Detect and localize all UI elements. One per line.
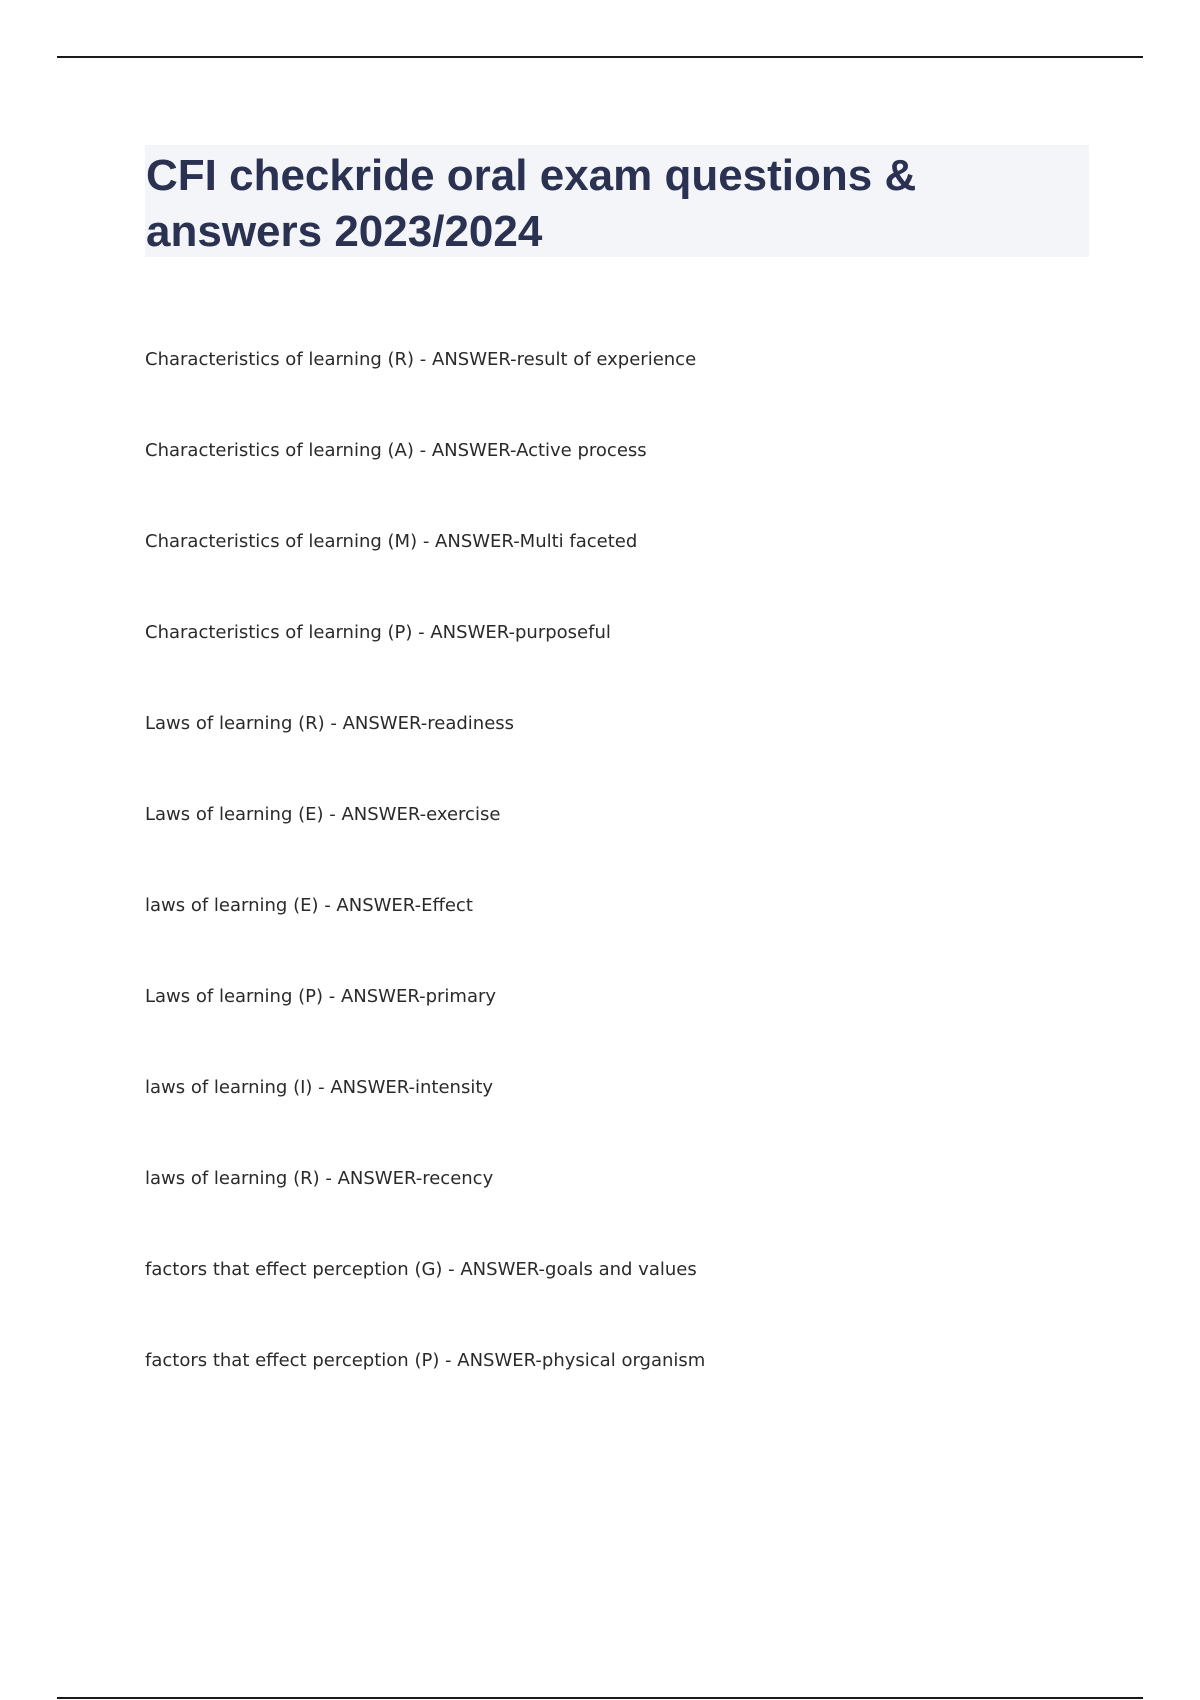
qa-item: laws of learning (I) - ANSWER-intensity bbox=[145, 1077, 494, 1098]
document-title: CFI checkride oral exam questions & answers 2023/2024 bbox=[146, 151, 917, 256]
qa-item: factors that effect perception (P) - ANSWER-physical organism bbox=[145, 1350, 706, 1371]
qa-list bbox=[145, 345, 705, 1437]
footer-rule bbox=[57, 1697, 1143, 1699]
qa-item: Laws of learning (P) - ANSWER-primary bbox=[145, 986, 497, 1007]
qa-item: laws of learning (E) - ANSWER-Effect bbox=[145, 895, 473, 916]
header-rule bbox=[57, 56, 1143, 58]
qa-item: laws of learning (R) - ANSWER-recency bbox=[145, 1168, 494, 1189]
qa-item: Characteristics of learning (R) - ANSWER-result of experience bbox=[145, 349, 697, 370]
qa-item: Characteristics of learning (A) - ANSWER-Active process bbox=[145, 440, 647, 461]
qa-item: factors that effect perception (G) - ANSWER-goals and values bbox=[145, 1259, 697, 1280]
qa-item: Laws of learning (E) - ANSWER-exercise bbox=[145, 804, 501, 825]
qa-item: Characteristics of learning (M) - ANSWER-Multi faceted bbox=[145, 531, 638, 552]
qa-item: Characteristics of learning (P) - ANSWER-purposeful bbox=[145, 622, 611, 643]
qa-item: Laws of learning (R) - ANSWER-readiness bbox=[145, 713, 515, 734]
